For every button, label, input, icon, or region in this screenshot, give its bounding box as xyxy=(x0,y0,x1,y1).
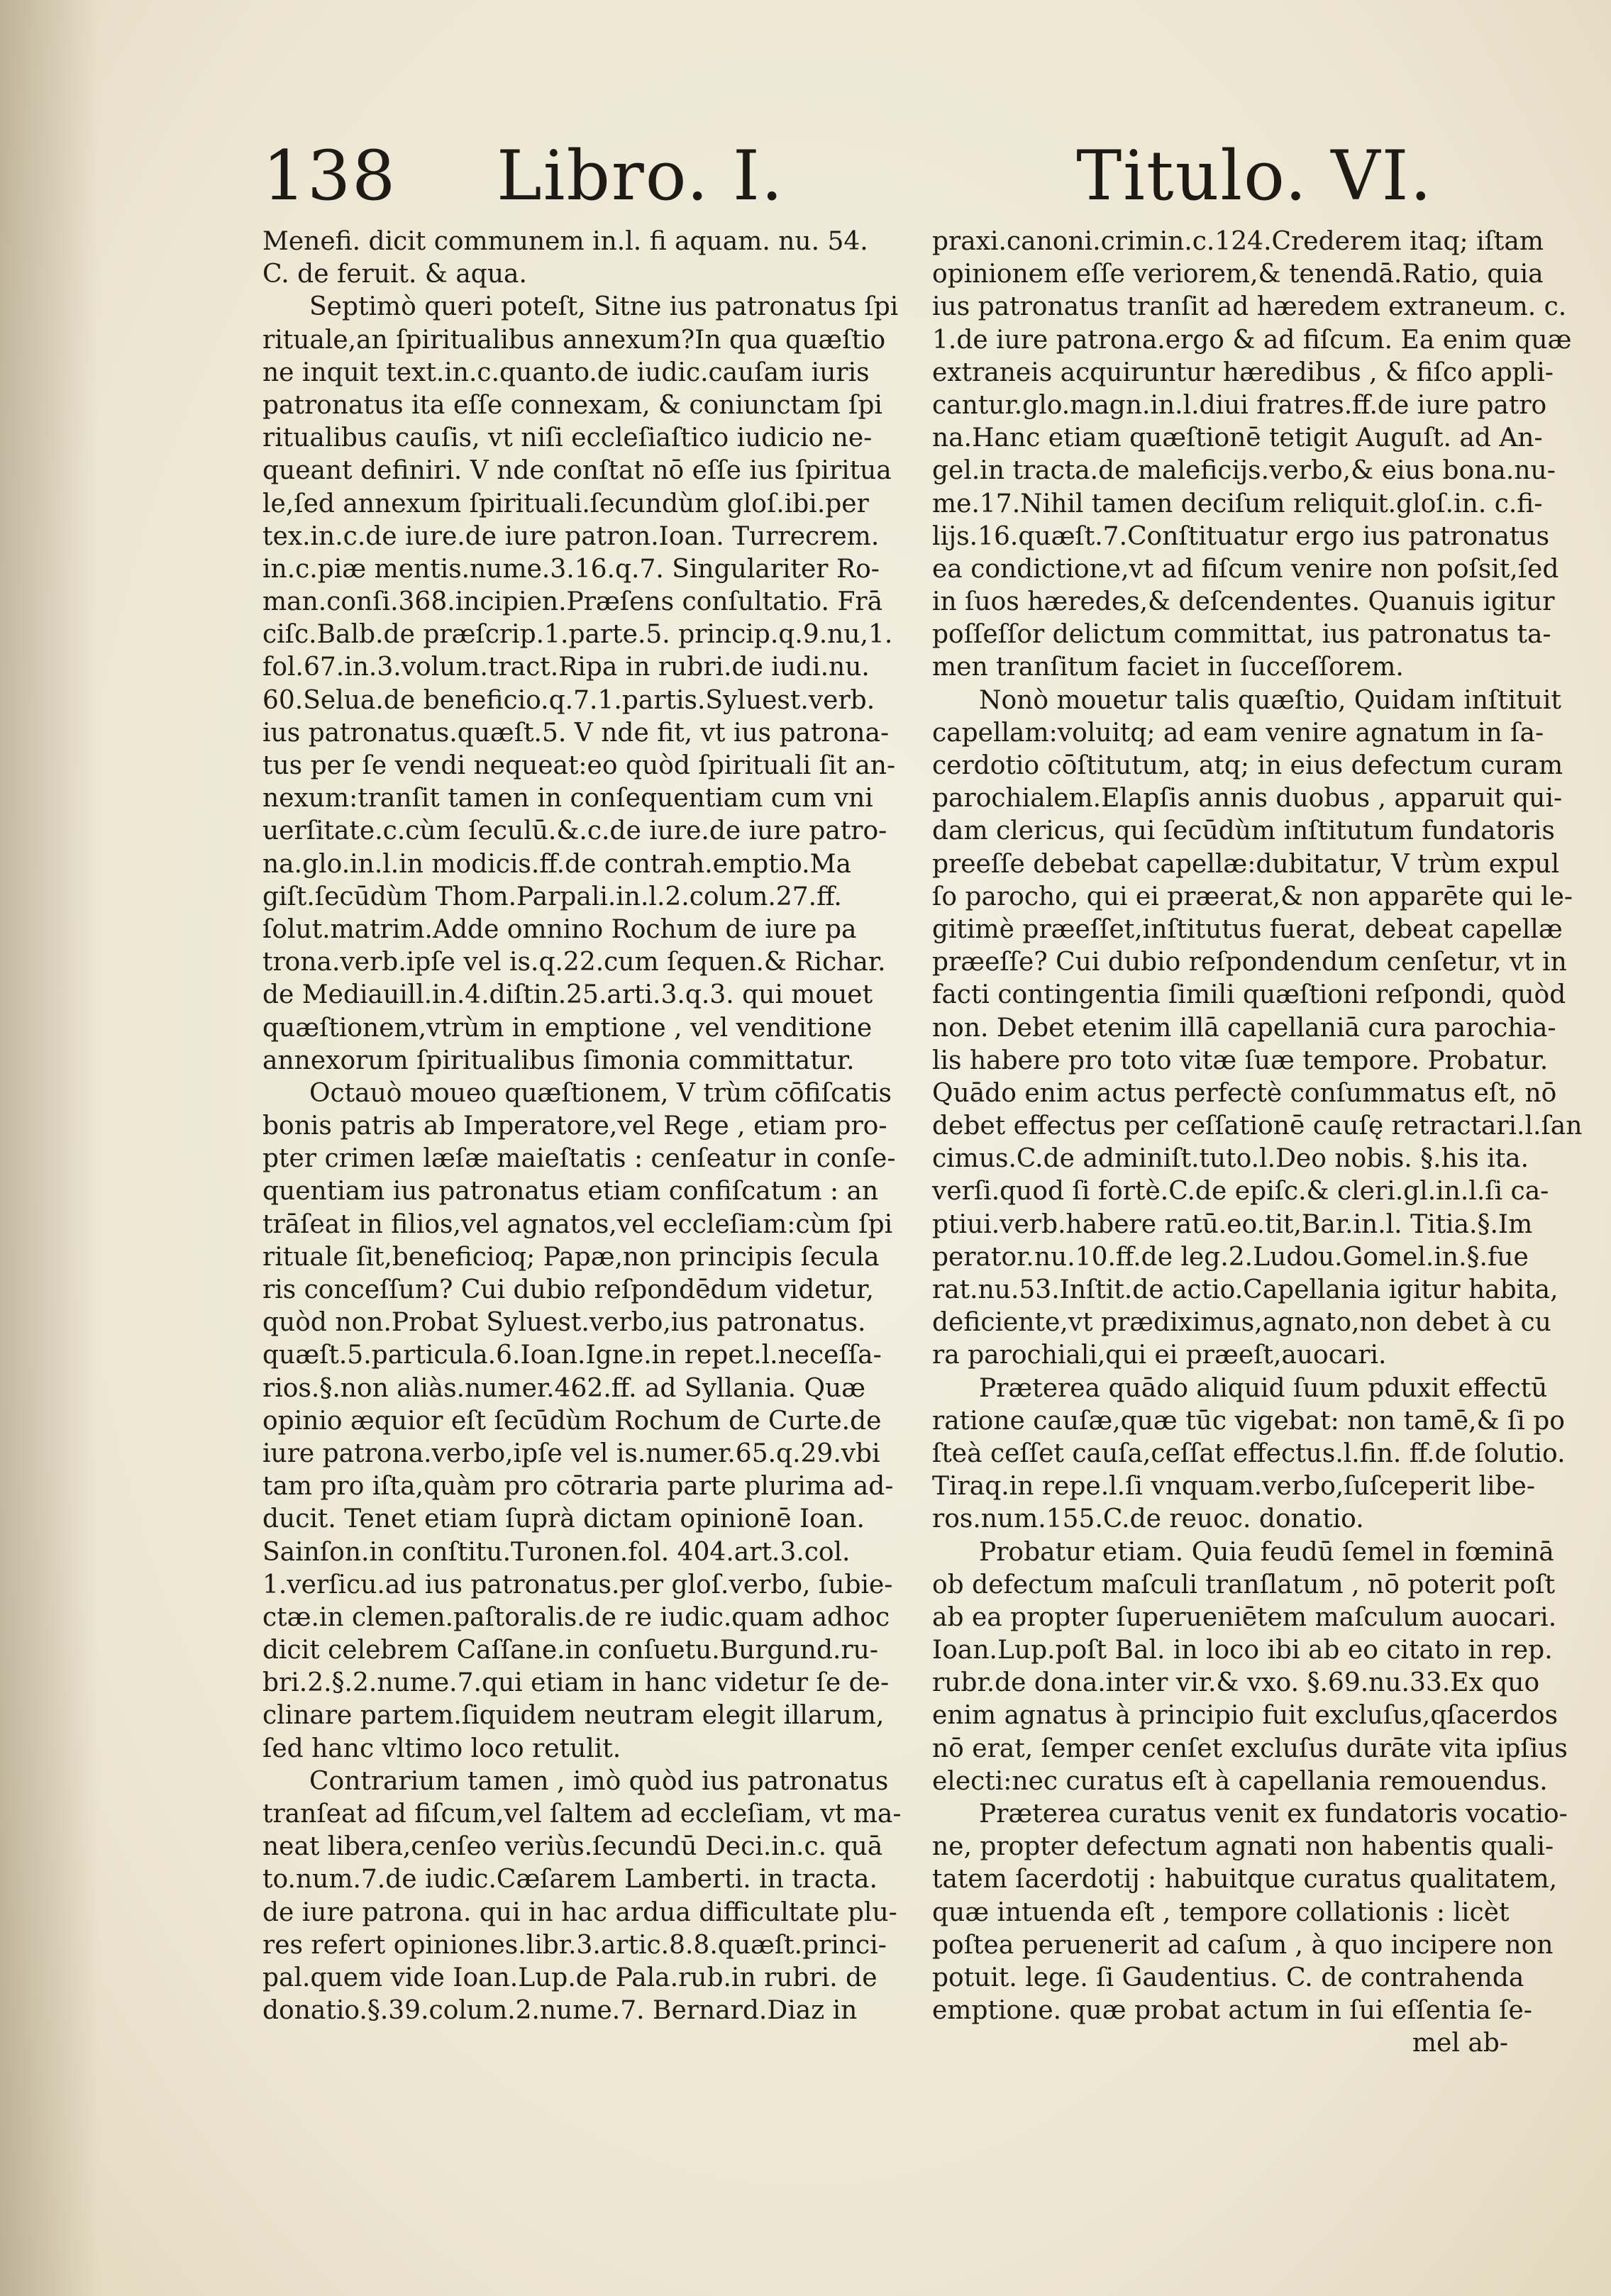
text-line: quæ intuenda eſt , tempore collationis : licèt xyxy=(932,1897,1510,1927)
text-line: patronatus ita eſſe connexam, & coniunctam ſpi xyxy=(262,390,882,420)
text-line: man.conſi.368.incipien.Præſens conſultatio. Frā xyxy=(262,587,883,617)
text-line: cimus.C.de adminiſt.tuto.l.Deo nobis. §.his ita. xyxy=(932,1144,1529,1174)
text-line: ob defectum maſculi tranſlatum , nō poterit poſt xyxy=(932,1570,1555,1599)
text-line: ea condictione,vt ad fiſcum venire non poſsit,ſed xyxy=(932,554,1559,584)
text-line: rituale ſit,beneficioq; Papæ,non principis ſecula xyxy=(262,1242,880,1272)
text-line: capellam:voluitq; ad eam venire agnatum in ſa- xyxy=(932,718,1544,748)
text-line: men tranſitum faciet in ſucceſſorem. xyxy=(932,653,1404,682)
text-line: opinionem eſſe veriorem,& tenendā.Ratio, quia xyxy=(932,260,1544,289)
text-line: preeſſe debebat capellæ:dubitatur, V trùm expul xyxy=(932,849,1560,879)
text-line: ne, propter defectum agnati non habentis quali- xyxy=(932,1832,1554,1862)
text-line: cantur.glo.magn.in.l.diui fratres.ff.de iure patro xyxy=(932,390,1547,420)
text-line: dam clericus, qui ſecūdùm inſtitutum fundatoris xyxy=(932,816,1555,846)
text-line: tatem ſacerdotij : habuitque curatus qualitatem, xyxy=(932,1865,1558,1895)
right-text-column xyxy=(932,226,1583,2061)
text-line: enim agnatus à principio fuit excluſus,qſacerdos xyxy=(932,1701,1559,1731)
text-line: 60.Selua.de beneficio.q.7.1.partis.Syluest.verb. xyxy=(262,685,875,715)
text-line: Præterea curatus venit ex fundatoris vocatio- xyxy=(979,1799,1568,1829)
text-line: Ioan.Lup.poſt Bal. in loco ibi ab eo citato in rep. xyxy=(932,1636,1553,1665)
page-number: 138 xyxy=(262,136,397,216)
text-line: le,ſed annexum ſpirituali.ſecundùm gloſ.ibi.per xyxy=(262,489,869,518)
text-line: rat.nu.53.Inſtit.de actio.Capellania igitur habita, xyxy=(932,1275,1559,1304)
text-line: ros.num.155.C.de reuoc. donatio. xyxy=(932,1504,1364,1534)
text-line: ne inquit text.in.c.quanto.de iudic.cauſam iuris xyxy=(262,357,870,387)
left-text-column xyxy=(262,226,902,2027)
text-line: rubr.de dona.inter vir.& vxo. §.69.nu.33.Ex quo xyxy=(932,1668,1540,1698)
text-line: 1.verſicu.ad ius patronatus.per gloſ.verbo, ſubie- xyxy=(262,1570,893,1599)
text-line: in.c.piæ mentis.nume.3.16.q.7. Singulariter Ro- xyxy=(262,554,880,584)
text-line: na.Hanc etiam quæſtionē tetigit Auguſt. ad An- xyxy=(932,423,1543,453)
text-line: extraneis acquiruntur hæredibus , & fiſco appli- xyxy=(932,357,1554,387)
text-line: perator.nu.10.ff.de leg.2.Ludou.Gomel.in.§.fue xyxy=(932,1242,1529,1272)
text-line: potuit. lege. ſi Gaudentius. C. de contrahenda xyxy=(932,1963,1524,1992)
text-line: Octauò moueo quæſtionem, V trùm cōfiſcatis xyxy=(309,1078,892,1108)
text-line: me.17.Nihil tamen deciſum reliquit.gloſ.in. c.fi- xyxy=(932,489,1543,518)
text-line: dicit celebrem Caſſane.in conſuetu.Burgund.ru- xyxy=(262,1636,879,1665)
book-label: Libro. I. xyxy=(497,136,785,216)
text-line: ptiui.verb.habere ratū.eo.tit,Bar.in.l. Titia.§.Im xyxy=(932,1209,1533,1239)
text-line: ratione cauſæ,quæ tūc vigebat: non tamē,& ſi po xyxy=(932,1406,1565,1436)
text-line: in ſuos hæredes,& deſcendentes. Quanuis igitur xyxy=(932,587,1555,617)
text-line: bonis patris ab Imperatore,vel Rege , etiam pro- xyxy=(262,1111,887,1141)
text-line: fol.67.in.3.volum.tract.Ripa in rubri.de iudi.nu. xyxy=(262,653,870,682)
text-line: lijs.16.quæſt.7.Conſtituatur ergo ius patronatus xyxy=(932,521,1550,551)
text-line: tranſeat ad fiſcum,vel ſaltem ad eccleſiam, vt ma- xyxy=(262,1799,902,1829)
text-line: to.num.7.de iudic.Cæſarem Lamberti. in tracta. xyxy=(262,1865,878,1895)
text-line: ius patronatus tranſit ad hæredem extraneum. c. xyxy=(932,292,1567,322)
text-line: ſo parocho, qui ei præerat,& non apparēte qui le- xyxy=(932,882,1573,911)
text-line: debet effectus per ceſſationē cauſę retractari.l.ſan xyxy=(932,1111,1583,1141)
text-line: lis habere pro toto vitæ ſuæ tempore. Probatur. xyxy=(932,1046,1549,1075)
text-line: Septimò queri poteſt, Sitne ius patronatus ſpi xyxy=(309,292,899,322)
text-line: ris conceſſum? Cui dubio reſpondēdum videtur, xyxy=(262,1275,874,1304)
text-line: facti contingentia ſimili quæſtioni reſpondi, quòd xyxy=(932,980,1566,1010)
text-line: ſolut.matrim.Adde omnino Rochum de iure pa xyxy=(262,914,857,944)
text-line: rituale,an ſpiritualibus annexum?In qua quæſtio xyxy=(262,325,886,355)
text-line: C. de feruit. & aqua. xyxy=(262,260,527,289)
text-line: queant definiri. V nde conſtat nō eſſe ius ſpiritua xyxy=(262,456,892,486)
text-line: de Mediauill.in.4.diſtin.25.arti.3.q.3. qui mouet xyxy=(262,980,873,1010)
text-line: 1.de iure patrona.ergo & ad fiſcum. Ea enim quæ xyxy=(932,325,1572,355)
text-line: giſt.ſecūdùm Thom.Parpali.in.l.2.colum.27.ff. xyxy=(262,882,842,911)
text-line: donatio.§.39.colum.2.nume.7. Bernard.Diaz in xyxy=(262,1996,858,2026)
text-line: ſed hanc vltimo loco retulit. xyxy=(262,1734,621,1763)
text-line: tex.in.c.de iure.de iure patron.Ioan. Turrecrem. xyxy=(262,521,880,551)
text-line: deficiente,vt prædiximus,agnato,non debet à cu xyxy=(932,1308,1551,1338)
title-label: Titulo. VI. xyxy=(1076,136,1433,216)
text-line: cerdotio cōſtitutum, atq; in eius defectum curam xyxy=(932,751,1563,780)
text-line: pter crimen læſæ maieſtatis : cenſeatur in conſe- xyxy=(262,1144,896,1174)
text-line: nexum:tranſit tamen in conſequentiam cum vni xyxy=(262,784,873,814)
text-line: ra parochiali,qui ei præeſt,auocari. xyxy=(932,1341,1387,1370)
text-line: gel.in tracta.de maleficijs.verbo,& eius bona.nu- xyxy=(932,456,1556,486)
text-line: mel ab- xyxy=(1412,2029,1508,2058)
text-line: ducit. Tenet etiam ſuprà dictam opinionē Ioan. xyxy=(262,1504,865,1534)
text-line: quentiam ius patronatus etiam confiſcatum : an xyxy=(262,1177,879,1207)
text-line: quæſtionem,vtrùm in emptione , vel venditione xyxy=(262,1013,873,1043)
text-line: Tiraq.in repe.l.ſi vnquam.verbo,ſuſceperit libe- xyxy=(932,1472,1536,1502)
text-line: non. Debet etenim illā capellaniā cura parochia- xyxy=(932,1013,1556,1043)
text-line: Contrarium tamen , imò quòd ius patronatus xyxy=(309,1766,889,1796)
text-line: praxi.canoni.crimin.c.124.Crederem itaq; iſtam xyxy=(932,227,1544,256)
text-line: emptione. quæ probat actum in ſui eſſentia ſe- xyxy=(932,1996,1532,2026)
text-line: tus per ſe vendi nequeat:eo quòd ſpirituali ſit an- xyxy=(262,751,896,780)
text-line: Præterea quādo aliquid ſuum pduxit effectū xyxy=(979,1373,1548,1403)
text-line: nō erat, ſemper cenſet excluſus durāte vita ipſius xyxy=(932,1734,1568,1763)
text-line: quæſt.5.particula.6.Ioan.Igne.in repet.l.neceſſa- xyxy=(262,1341,882,1370)
text-line: Probatur etiam. Quia feudū ſemel in fœminā xyxy=(979,1537,1554,1567)
text-line: electi:nec curatus eſt à capellania remouendus. xyxy=(932,1766,1548,1796)
text-line: ritualibus cauſis, vt niſi eccleſiaſtico iudicio ne- xyxy=(262,423,873,453)
text-line: ius patronatus.quæſt.5. V nde fit, vt ius patrona- xyxy=(262,718,890,748)
text-line: ciſc.Balb.de præſcrip.1.parte.5. princip.q.9.nu,1. xyxy=(262,620,893,650)
text-line: res refert opiniones.libr.3.artic.8.8.quæſt.princi- xyxy=(262,1930,887,1960)
text-line: iure patrona.verbo,ipſe vel is.numer.65.q.29.vbi xyxy=(262,1438,880,1468)
text-line: clinare partem.ſiquidem neutram elegit illarum, xyxy=(262,1701,885,1731)
text-line: neat libera,cenſeo veriùs.ſecundū Deci.in.c. quā xyxy=(262,1832,883,1862)
text-line: Menefi. dicit communem in.l. fi aquam. nu. 54. xyxy=(262,227,868,256)
running-header xyxy=(262,128,1433,227)
text-line: gitimè præeſſet,inſtitutus fuerat, debeat capellæ xyxy=(932,914,1563,944)
text-line: quòd non.Probat Syluest.verbo,ius patronatus. xyxy=(262,1308,866,1338)
text-line: tam pro iſta,quàm pro cōtraria parte plurima ad- xyxy=(262,1472,894,1502)
text-line: bri.2.§.2.nume.7.qui etiam in hanc videtur ſe de- xyxy=(262,1668,890,1698)
text-line: trona.verb.ipſe vel is.q.22.cum ſequen.& Richar. xyxy=(262,948,886,977)
text-line: ſteà ceſſet cauſa,ceſſat effectus.l.fin. ff.de ſolutio. xyxy=(932,1438,1566,1468)
text-line: parochialem.Elapſis annis duobus , apparuit qui- xyxy=(932,784,1563,814)
text-line: poſtea peruenerit ad caſum , à quo incipere non xyxy=(932,1930,1554,1960)
text-line: Nonò mouetur talis quæſtio, Quidam inſtituit xyxy=(979,685,1561,715)
text-line: annexorum ſpiritualibus ſimonia committatur. xyxy=(262,1046,855,1075)
text-line: na.glo.in.l.in modicis.ff.de contrah.emptio.Ma xyxy=(262,849,851,879)
text-line: Quādo enim actus perfectè conſummatus eſt, nō xyxy=(932,1078,1557,1108)
text-line: uerſitate.c.cùm ſeculū.&.c.de iure.de iure patro- xyxy=(262,816,887,846)
text-line: Sainſon.in conſtitu.Turonen.fol. 404.art.3.col. xyxy=(262,1537,851,1567)
text-line: de iure patrona. qui in hac ardua difficultate plu- xyxy=(262,1897,897,1927)
text-line: pal.quem vide Ioan.Lup.de Pala.rub.in rubri. de xyxy=(262,1963,878,1992)
text-line: ab ea propter ſuperueniētem maſculum auocari. xyxy=(932,1602,1557,1632)
gutter-shadow xyxy=(0,0,99,2296)
text-line: trāſeat in filios,vel agnatos,vel eccleſiam:cùm ſpi xyxy=(262,1209,893,1239)
text-line: opinio æquior eſt ſecūdùm Rochum de Curte.de xyxy=(262,1406,882,1436)
text-line: rios.§.non aliàs.numer.462.ff. ad Syllania. Quæ xyxy=(262,1373,865,1403)
text-line: ctæ.in clemen.paſtoralis.de re iudic.quam adhoc xyxy=(262,1602,890,1632)
text-line: poſſeſſor delictum committat, ius patronatus ta- xyxy=(932,620,1551,650)
text-line: præeſſe? Cui dubio reſpondendum cenſetur, vt in xyxy=(932,948,1567,977)
text-line: verſi.quod ſi fortè.C.de epiſc.& cleri.gl.in.l.ſi ca- xyxy=(932,1177,1549,1207)
